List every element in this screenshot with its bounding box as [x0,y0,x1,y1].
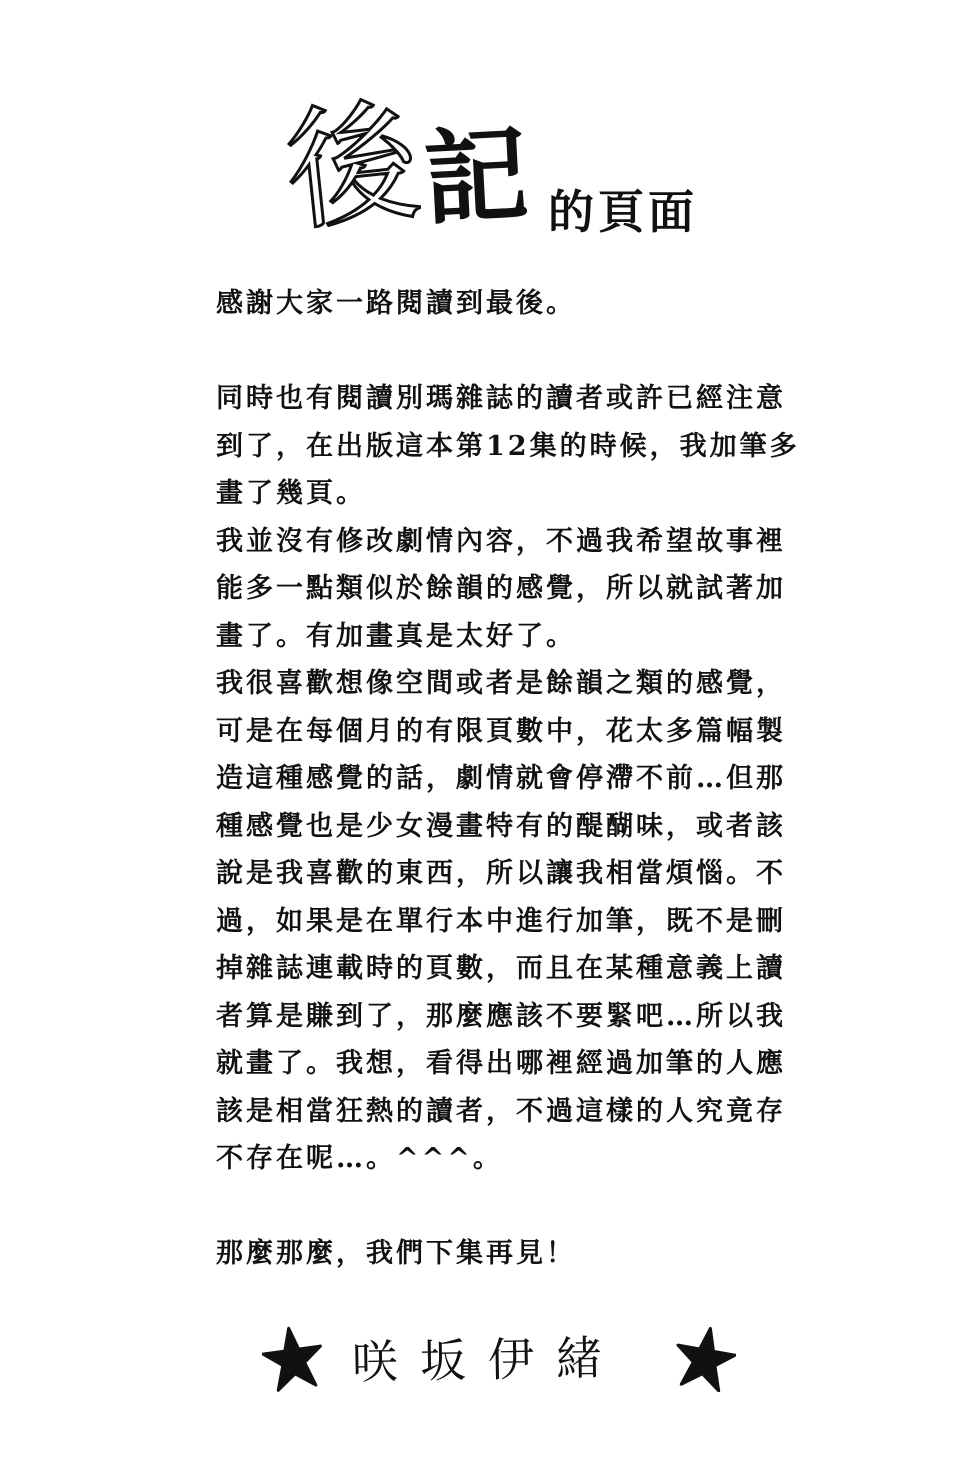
afterword-title [278,83,728,252]
text-line: 種感覺也是少女漫畫特有的醍醐味，或者該 [216,810,786,842]
text-line: 造這種感覺的話，劇情就會停滯不前…但那 [216,763,786,794]
text-line: 者算是賺到了，那麼應該不要緊吧…所以我 [216,1000,786,1032]
text-line: 到了，在出版這本第12集的時候，我加筆多 [216,430,800,462]
text-line: 該是相當狂熱的讀者，不過這樣的人究竟存 [216,1095,786,1127]
paragraph-spacer [216,1183,806,1231]
author-signature [262,1322,742,1402]
star-icon [262,1326,324,1392]
text-line: 能多一點類似於餘韻的感覺，所以就試著加 [216,573,786,604]
text-line: 我很喜歡想像空間或者是餘韻之類的感覺， [216,668,786,699]
signature-name: 咲坂伊緒 [351,1330,625,1390]
text-line: 過，如果是在單行本中進行加筆，既不是刪 [216,905,786,937]
text-line: 掉雜誌連載時的頁數，而且在某種意義上讀 [216,953,786,984]
text-line: 就畫了。我想，看得出哪裡經過加筆的人應 [216,1048,786,1079]
text-line: 畫了。有加畫真是太好了。 [216,620,576,652]
paragraph-spacer [216,328,806,376]
title-char-bold: 記 [420,113,532,241]
text-line: 可是在每個月的有限頁數中，花太多篇幅製 [216,715,786,747]
text-line: 不存在呢…。^^^。 [216,1143,503,1174]
text-line: 同時也有閱讀別瑪雜誌的讀者或許已經注意 [216,383,786,414]
star-icon [674,1326,736,1392]
text-line: 我並沒有修改劇情內容，不過我希望故事裡 [216,525,786,557]
text-line: 那麼那麼，我們下集再見！ [216,1238,576,1269]
text-line: 說是我喜歡的東西，所以讓我相當煩惱。不 [216,858,786,889]
title-char-outline: 後 [278,83,427,251]
text-line: 畫了幾頁。 [216,478,366,509]
afterword-body [216,280,806,1278]
text-line: 感謝大家一路閱讀到最後。 [216,288,576,319]
title-suffix: 的頁面 [548,185,698,239]
